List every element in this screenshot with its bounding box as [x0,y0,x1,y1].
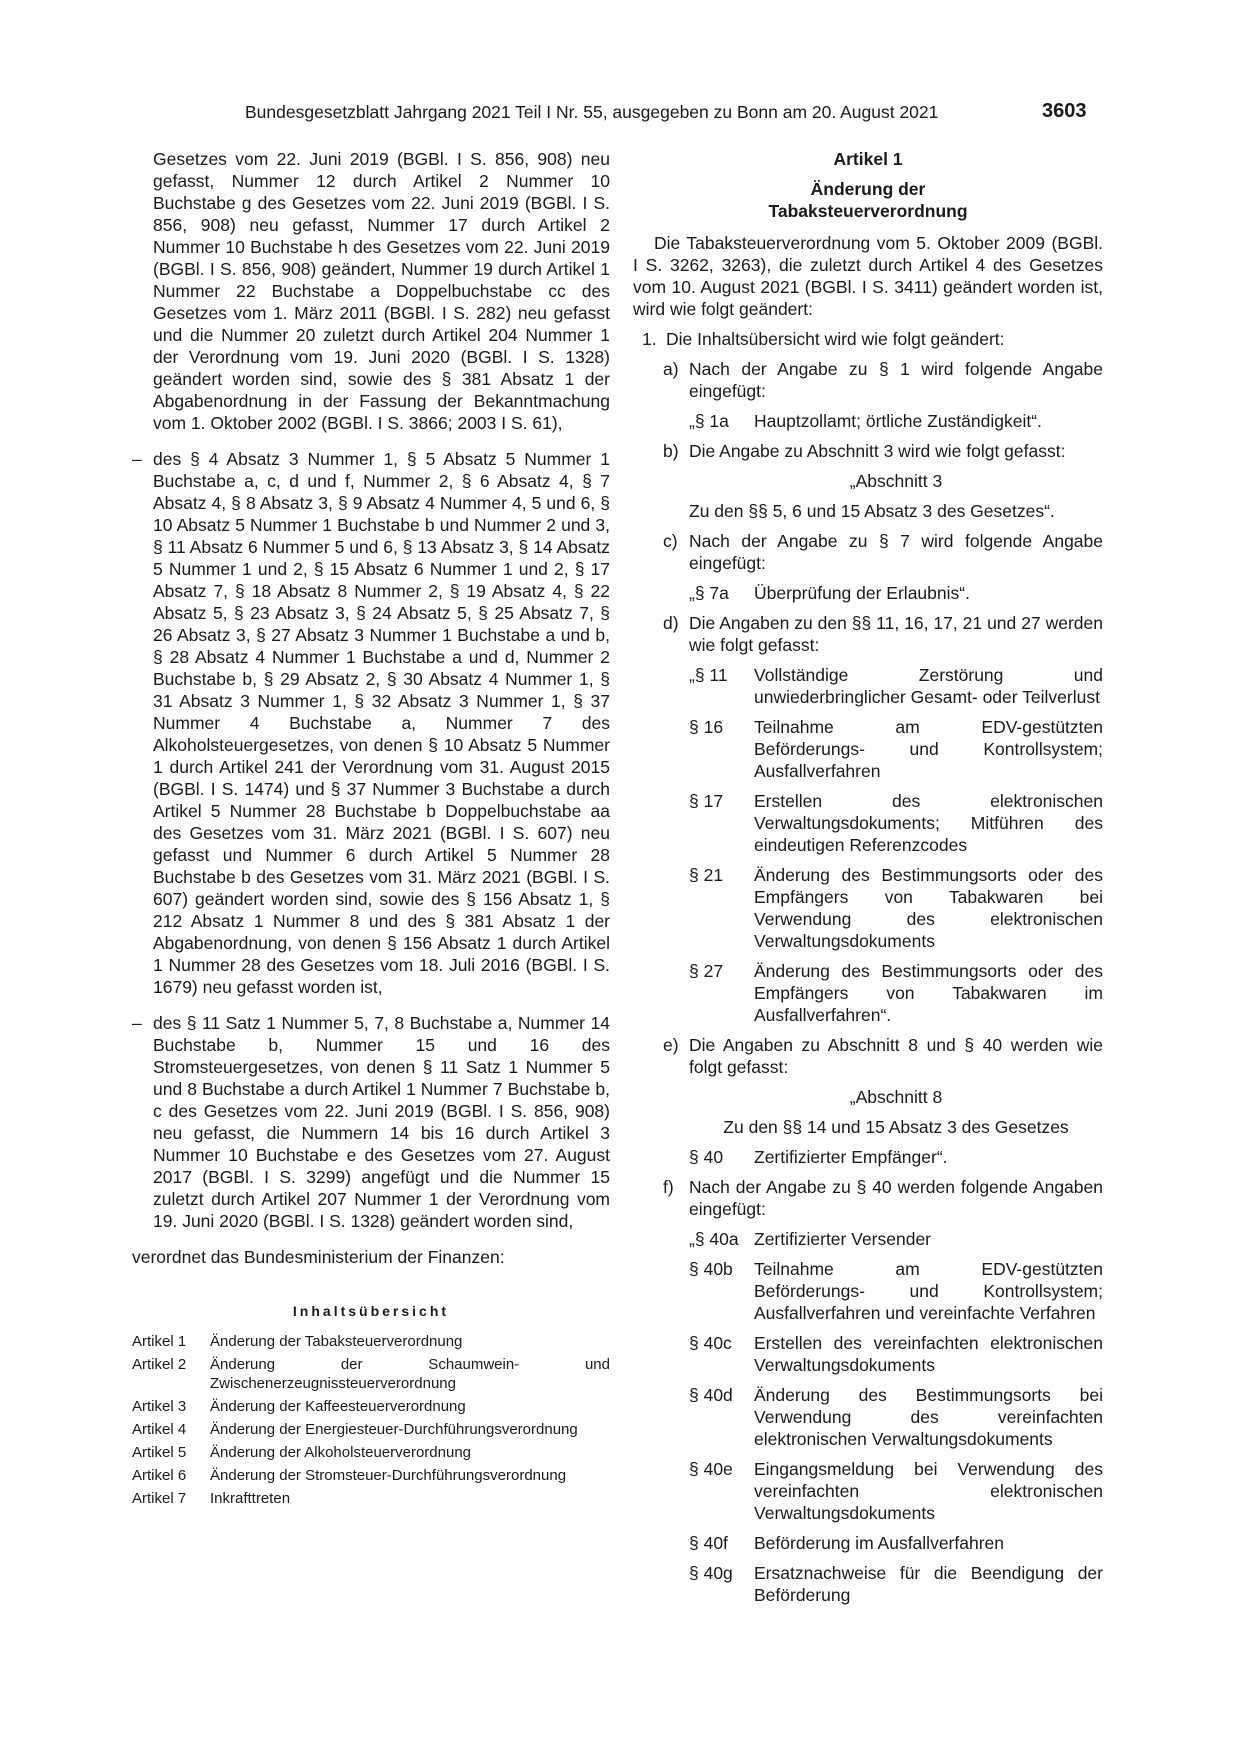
toc-entry [633,582,1103,604]
item-number: 1. [642,329,657,349]
toc-text: Inkrafttreten [210,1490,291,1507]
item-letter: f) [663,1177,674,1197]
toc-entry [633,790,1103,856]
section-number: § 40d [689,1385,733,1405]
item-letter: d) [663,613,679,633]
lettered-item [633,530,1103,574]
toc-text: Änderung der Stromsteuer-Durchführungsverordnung [210,1467,567,1484]
item-text: Nach der Angabe zu § 40 werden folgende Angaben eingefügt: [689,1177,1103,1219]
lettered-item [633,1034,1103,1078]
section-title: Teilnahme am EDV-gestützten Beförderungs- und Kontrollsystem; Ausfallverfahren [754,717,1103,781]
toc-number: Artikel 6 [132,1467,187,1484]
item-text: Nach der Angabe zu § 7 wird folgende Angabe eingefügt: [689,531,1103,573]
section-number: § 40f [689,1533,728,1553]
enacting-clause: verordnet das Bundesministerium der Finanzen: [132,1247,505,1267]
dash-bullet: – [132,1013,142,1033]
article-heading: Artikel 1 [833,149,903,169]
section-title: Beförderung im Ausfallverfahren [754,1533,1004,1553]
item-text: Die Angaben zu Abschnitt 8 und § 40 werden wie folgt gefasst: [689,1035,1103,1077]
section-heading: „Abschnitt 8 [849,1087,943,1107]
section-title: Überprüfung der Erlaubnis“. [754,583,970,603]
toc-number: Artikel 4 [132,1421,187,1438]
toc-text: Änderung der Energiesteuer-Durchführungsverordnung [210,1421,578,1438]
item-letter: c) [663,531,678,551]
lettered-item [633,612,1103,656]
toc-number: Artikel 7 [132,1490,187,1507]
toc-entry [633,960,1103,1026]
item-text: Die Angaben zu den §§ 11, 16, 17, 21 und 27 werden wie folgt gefasst: [689,613,1103,655]
toc-entry [633,1258,1103,1324]
toc-text: Änderung der Kaffeesteuerverordnung [210,1398,466,1415]
toc-row [132,1466,610,1485]
toc-entry [633,1228,1103,1250]
section-title: Vollständige Zerstörung und unwiederbringlicher Gesamt- oder Teilverlust [754,665,1103,707]
section-number: § 40g [689,1563,733,1583]
section-title: Teilnahme am EDV-gestützten Beförderungs- und Kontrollsystem; Ausfallverfahren und vereinfachte Verfahren [754,1259,1103,1323]
toc-entry [633,1458,1103,1524]
section-title: Änderung des Bestimmungsorts oder des Empfängers von Tabakwaren bei Verwendung des elektronischen Verwaltungsdokuments [754,865,1103,951]
continued-paragraph: Gesetzes vom 22. Juni 2019 (BGBl. I S. 856, 908) neu gefasst, Nummer 12 durch Artikel 2 Nummer 10 Buchstabe g des Gesetzes vom 22. Juni 2019 (BGBl. I S. 856, 908) neu gefasst, Nummer 17 durch Artikel 2 Nummer 10 Buchstabe h des Gesetzes vom 22. Juni 2019 (BGBl. I S. 856, 908) geändert, Nummer 19 durch Artikel 1 Nummer 22 Buchstabe a Doppelbuchstabe cc des Gesetzes vom 1. März 2011 (BGBl. I S. 282) neu gefasst und die Nummer 20 zuletzt durch Artikel 204 Nummer 1 der Verordnung vom 19. Juni 2020 (BGBl. I S. 1328) geändert worden sind, sowie des § 381 Absatz 1 der Abgabenordnung in der Fassung der Bekanntmachung vom 1. Oktober 2002 (BGBl. I S. 3866; 2003 I S. 61), [153,149,610,433]
lettered-item [633,1176,1103,1220]
list-item-text: des § 11 Satz 1 Nummer 5, 7, 8 Buchstabe a, Nummer 14 Buchstabe b, Nummer 15 und 16 des Stromsteuergesetzes, von denen § 11 Satz 1 Nummer 5 und 8 Buchstabe a durch Artikel 1 Nummer 7 Buchstabe b, c des Gesetzes vom 22. Juni 2019 (BGBl. I S. 856, 908) neu gefasst, die Nummern 14 bis 16 durch Artikel 3 Nummer 10 Buchstabe e des Gesetzes vom 27. August 2017 (BGBl. I S. 3299) angefügt und die Nummer 15 zuletzt durch Artikel 207 Nummer 1 der Verordnung vom 19. Juni 2020 (BGBl. I S. 1328) geändert worden sind, [153,1013,610,1231]
list-item [132,448,610,998]
numbered-item [633,328,1103,350]
toc-row [132,1443,610,1462]
section-title: Hauptzollamt; örtliche Zuständigkeit“. [754,411,1042,431]
section-number: § 40e [689,1459,733,1479]
toc-entry [633,1532,1103,1554]
article-subtitle: Tabaksteuerverordnung [768,201,968,221]
intro-paragraph: Die Tabaksteuerverordnung vom 5. Oktober 2009 (BGBl. I S. 3262, 3263), die zuletzt durch Artikel 4 des Gesetzes vom 10. August 2021 (BGBl. I S. 3411) geändert worden ist, wird wie folgt geändert: [633,233,1103,319]
lettered-item [633,440,1103,462]
toc-number: Artikel 3 [132,1398,187,1415]
toc-entry [633,1384,1103,1450]
toc-row [132,1332,610,1351]
section-number: „§ 7a [689,583,729,603]
item-letter: a) [663,359,679,379]
section-number: § 16 [689,717,724,737]
article-subtitle: Änderung der [810,179,926,199]
dash-bullet: – [132,449,142,469]
toc-number: Artikel 1 [132,1333,187,1350]
section-line: Zu den §§ 5, 6 und 15 Absatz 3 des Gesetzes“. [689,501,1055,521]
toc-row [132,1355,610,1393]
section-number: § 40 [689,1147,724,1167]
toc-entry [633,410,1103,432]
toc-row [132,1397,610,1416]
section-number: § 21 [689,865,724,885]
item-letter: e) [663,1035,679,1055]
item-text: Die Inhaltsübersicht wird wie folgt geändert: [666,329,1005,349]
toc-text: Änderung der Tabaksteuerverordnung [210,1333,463,1350]
section-title: Änderung des Bestimmungsorts oder des Empfängers von Tabakwaren im Ausfallverfahren“. [754,961,1103,1025]
toc-entry [633,716,1103,782]
section-number: „§ 40a [689,1229,739,1249]
list-item-text: des § 4 Absatz 3 Nummer 1, § 5 Absatz 5 Nummer 1 Buchstabe a, c, d und f, Nummer 2, § 6 Absatz 4, § 7 Absatz 4, § 8 Absatz 3, § 9 Absatz 4 Nummer 4, 5 und 6, § 10 Absatz 5 Nummer 1 Buchstabe b und Nummer 2 und 3, § 11 Absatz 6 Nummer 5 und 6, § 13 Absatz 3, § 14 Absatz 5 Nummer 1 und 2, § 15 Absatz 6 Nummer 1 und 2, § 17 Absatz 7, § 18 Absatz 8 Nummer 2, § 19 Absatz 4, § 22 Absatz 5, § 23 Absatz 3, § 24 Absatz 5, § 25 Absatz 7, § 26 Absatz 3, § 27 Absatz 3 Nummer 1 Buchstabe a und b, § 28 Absatz 4 Nummer 1 Buchstabe a und d, Nummer 2 Buchstabe b, § 29 Absatz 2, § 30 Absatz 4 Nummer 1, § 31 Absatz 3 Nummer 1, § 32 Absatz 3 Nummer 1, § 37 Nummer 4 Buchstabe a, Nummer 7 des Alkoholsteuergesetzes, von denen § 10 Absatz 5 Nummer 1 durch Artikel 241 der Verordnung vom 31. August 2015 (BGBl. I S. 1474) und § 37 Nummer 3 Buchstabe a durch Artikel 5 Nummer 28 Buchstabe b Doppelbuchstabe aa des Gesetzes vom 31. März 2021 (BGBl. I S. 607) neu gefasst und Nummer 6 durch Artikel 5 Nummer 28 Buchstabe b des Gesetzes vom 31. März 2021 (BGBl. I S. 607) geändert worden sind, sowie des § 156 Absatz 1, § 212 Absatz 1 Nummer 8 und des § 381 Absatz 1 der Abgabenordnung, von denen § 156 Absatz 1 durch Artikel 1 Nummer 28 des Gesetzes vom 18. Juli 2016 (BGBl. I S. 1679) neu gefasst worden ist, [153,449,610,997]
toc-entry [633,1332,1103,1376]
lettered-item [633,358,1103,402]
toc-entry [633,664,1103,708]
table-of-contents [132,1332,610,1508]
toc-text: Änderung der Schaumwein- und Zwischenerzeugnissteuerverordnung [210,1356,610,1392]
toc-entry [633,864,1103,952]
section-heading: „Abschnitt 3 [849,471,943,491]
section-title: Änderung des Bestimmungsorts bei Verwendung des vereinfachten elektronischen Verwaltungsdokuments [754,1385,1103,1449]
section-title: Erstellen des vereinfachten elektronischen Verwaltungsdokuments [754,1333,1103,1375]
toc-entry [633,1146,1103,1168]
section-title: Zertifizierter Empfänger“. [754,1147,948,1167]
section-number: § 27 [689,961,724,981]
item-letter: b) [663,441,679,461]
toc-text: Änderung der Alkoholsteuerverordnung [210,1444,472,1461]
section-number: „§ 1a [689,411,729,431]
toc-number: Artikel 2 [132,1356,187,1373]
section-title: Eingangsmeldung bei Verwendung des vereinfachten elektronischen Verwaltungsdokuments [754,1459,1103,1523]
left-column [132,148,610,1512]
section-number: „§ 11 [689,665,728,685]
toc-row [132,1420,610,1439]
toc-title: Inhaltsübersicht [292,1303,450,1319]
section-title: Zertifizierter Versender [754,1229,932,1249]
toc-row [132,1489,610,1508]
section-number: § 17 [689,791,724,811]
list-item [132,1012,610,1232]
section-number: § 40c [689,1333,732,1353]
section-title: Ersatznachweise für die Beendigung der Beförderung [754,1563,1103,1605]
item-text: Nach der Angabe zu § 1 wird folgende Angabe eingefügt: [689,359,1103,401]
section-line: Zu den §§ 14 und 15 Absatz 3 des Gesetzes [723,1117,1069,1137]
section-number: § 40b [689,1259,733,1279]
right-column [633,148,1103,1606]
toc-number: Artikel 5 [132,1444,187,1461]
item-text: Die Angabe zu Abschnitt 3 wird wie folgt gefasst: [689,441,1066,461]
running-head: Bundesgesetzblatt Jahrgang 2021 Teil I Nr. 55, ausgegeben zu Bonn am 20. August 2021 [245,102,939,122]
section-title: Erstellen des elektronischen Verwaltungsdokuments; Mitführen des eindeutigen Referenzcodes [754,791,1103,855]
page-header [0,100,1241,130]
toc-entry [633,1562,1103,1606]
page-number: 3603 [1042,100,1087,122]
